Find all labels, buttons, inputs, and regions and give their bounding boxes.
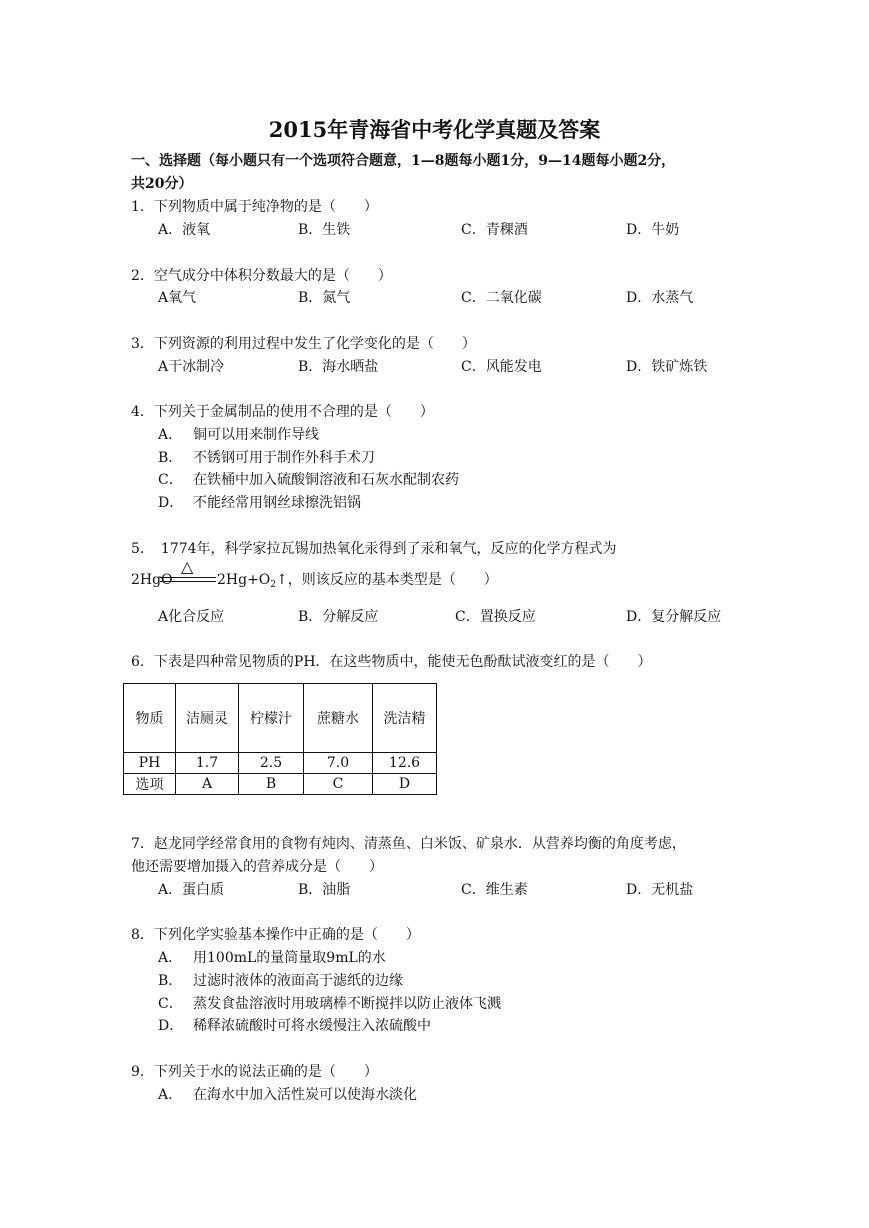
q8-option-c-letter: C． (158, 996, 183, 1012)
question-9-stem: 9．下列关于水的说法正确的是（ ） (131, 1064, 378, 1080)
q4-option-c-text: 在铁桶中加入硫酸铜溶液和石灰水配制农药 (193, 472, 459, 488)
question-1-stem: 1．下列物质中属于纯净物的是（ ） (131, 199, 378, 215)
q2-option-c: C．二氧化碳 (461, 290, 542, 306)
q3-option-a: A干冰制冷 (158, 359, 225, 375)
question-2-stem: 2．空气成分中体积分数最大的是（ ） (131, 268, 392, 284)
q8-option-a-text: 用100mL的量筒量取9mL的水 (193, 950, 386, 966)
table-cell: 12.6 (373, 753, 437, 774)
q8-option-c-text: 蒸发食盐溶液时用玻璃棒不断搅拌以防止液体飞溅 (193, 996, 501, 1012)
section-heading: 一、选择题（每小题只有一个选项符合题意，1—8题每小题1分，9—14题每小题2分， (131, 153, 676, 169)
q3-option-b: B．海水晒盐 (298, 359, 379, 375)
q7-option-c: C．维生素 (461, 882, 528, 898)
heat-condition-symbol: △ (181, 557, 194, 576)
question-5-stem: 5． 1774年，科学家拉瓦锡加热氧化汞得到了汞和氧气，反应的化学方程式为 (131, 541, 617, 557)
equation-subscript: 2 (270, 580, 277, 590)
q4-option-b-text: 不锈钢可用于制作外科手术刀 (193, 450, 375, 466)
question-8-stem: 8．下列化学实验基本操作中正确的是（ ） (131, 927, 420, 943)
q3-option-c: C．风能发电 (461, 359, 542, 375)
equation-equals-line-top (160, 577, 216, 578)
table-header-row (124, 684, 437, 753)
table-cell: A (176, 774, 239, 795)
q5-option-a: A化合反应 (158, 609, 225, 625)
equation-product-formula: 2Hg+O (217, 572, 271, 588)
q7-option-a: A．蛋白质 (158, 882, 225, 898)
table-cell: 1.7 (176, 753, 239, 774)
q2-option-b: B．氮气 (298, 290, 351, 306)
question-7-stem: 7．赵龙同学经常食用的食物有炖肉、清蒸鱼、白米饭、矿泉水．从营养均衡的角度考虑， (131, 836, 686, 852)
q5-option-c: C．置换反应 (455, 609, 536, 625)
q8-option-b-text: 过滤时液体的液面高于滤纸的边缘 (193, 973, 403, 989)
q4-option-a-letter: A． (158, 427, 183, 443)
q1-option-b: B．生铁 (298, 222, 351, 238)
ph-table (123, 683, 437, 795)
table-cell: 2.5 (239, 753, 304, 774)
section-heading-cont: 共20分） (131, 176, 193, 192)
table-cell: B (239, 774, 304, 795)
table-cell: 洗洁精 (373, 684, 437, 753)
q1-option-d: D．牛奶 (626, 222, 680, 238)
q9-option-a-text: 在海水中加入活性炭可以使海水淡化 (193, 1087, 417, 1103)
q8-option-a-letter: A． (158, 950, 183, 966)
q2-option-a: A氧气 (158, 290, 197, 306)
table-row (124, 774, 437, 795)
table-cell: 洁厕灵 (176, 684, 239, 753)
page-title: 2015年青海省中考化学真题及答案 (268, 117, 601, 142)
table-cell: C (304, 774, 373, 795)
q7-option-d: D．无机盐 (626, 882, 694, 898)
equation-reactant: 2HgO (131, 572, 173, 588)
equation-products (217, 571, 498, 594)
table-cell: PH (124, 753, 176, 774)
q4-option-a-text: 铜可以用来制作导线 (193, 427, 319, 443)
q4-option-d-letter: D． (158, 495, 184, 511)
q8-option-d-text: 稀释浓硫酸时可将水缓慢注入浓硫酸中 (193, 1018, 431, 1034)
q5-option-d: D．复分解反应 (626, 609, 722, 625)
question-4-stem: 4．下列关于金属制品的使用不合理的是（ ） (131, 404, 434, 420)
equation-tail: ↑，则该反应的基本类型是（ ） (276, 572, 498, 588)
q3-option-d: D．铁矿炼铁 (626, 359, 708, 375)
table-cell: 物质 (124, 684, 176, 753)
question-3-stem: 3．下列资源的利用过程中发生了化学变化的是（ ） (131, 336, 476, 352)
q7-option-b: B．油脂 (298, 882, 351, 898)
q4-option-c-letter: C． (158, 472, 183, 488)
table-row (124, 753, 437, 774)
table-cell: 柠檬汁 (239, 684, 304, 753)
equation-equals-line-bottom (160, 581, 216, 582)
q8-option-b-letter: B． (158, 973, 183, 989)
q9-option-a-letter: A． (158, 1087, 183, 1103)
q2-option-d: D．水蒸气 (626, 290, 694, 306)
table-cell: 选项 (124, 774, 176, 795)
q1-option-a: A．液氧 (158, 222, 211, 238)
table-cell: 7.0 (304, 753, 373, 774)
question-7-stem-cont: 他还需要增加摄入的营养成分是（ ） (131, 859, 383, 875)
q5-option-b: B．分解反应 (298, 609, 379, 625)
table-cell: 蔗糖水 (304, 684, 373, 753)
q8-option-d-letter: D． (158, 1018, 184, 1034)
q4-option-d-text: 不能经常用钢丝球擦洗铝锅 (193, 495, 361, 511)
q1-option-c: C．青稞酒 (461, 222, 528, 238)
q4-option-b-letter: B． (158, 450, 183, 466)
table-cell: D (373, 774, 437, 795)
question-6-stem: 6．下表是四种常见物质的PH．在这些物质中，能使无色酚酞试液变红的是（ ） (131, 654, 652, 670)
